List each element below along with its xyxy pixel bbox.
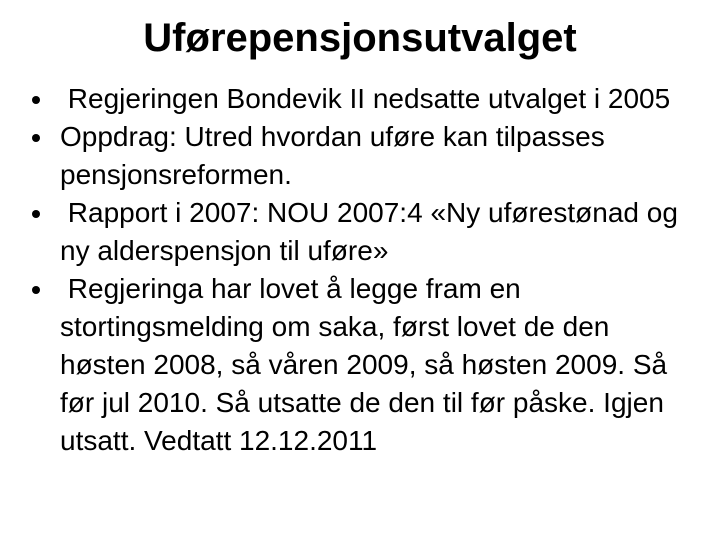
bullet-text: Rapport i 2007: NOU 2007:4 «Ny uførestønad og ny alderspensjon til uføre» <box>60 197 686 266</box>
bullet-list <box>30 80 700 460</box>
bullet-item <box>30 194 700 270</box>
bullet-dot-icon <box>32 96 40 104</box>
bullet-text: Regjeringen Bondevik II nedsatte utvalget i 2005 <box>60 83 671 114</box>
bullet-item <box>30 80 700 118</box>
bullet-dot-icon <box>32 286 40 294</box>
bullet-text: Oppdrag: Utred hvordan uføre kan tilpasses pensjonsreformen. <box>60 121 613 190</box>
bullet-item <box>30 270 700 460</box>
bullet-dot-icon <box>32 134 40 142</box>
bullet-item <box>30 118 700 194</box>
bullet-text: Regjeringa har lovet å legge fram en stortingsmelding om saka, først lovet de den høsten 2008, så våren 2009, så høsten 2009. Så før jul 2010. Så utsatte de den til før påske. Igjen utsatt. Vedtatt 12.12.2011 <box>60 273 675 456</box>
slide-title: Uførepensjonsutvalget <box>143 16 577 60</box>
bullet-dot-icon <box>32 210 40 218</box>
